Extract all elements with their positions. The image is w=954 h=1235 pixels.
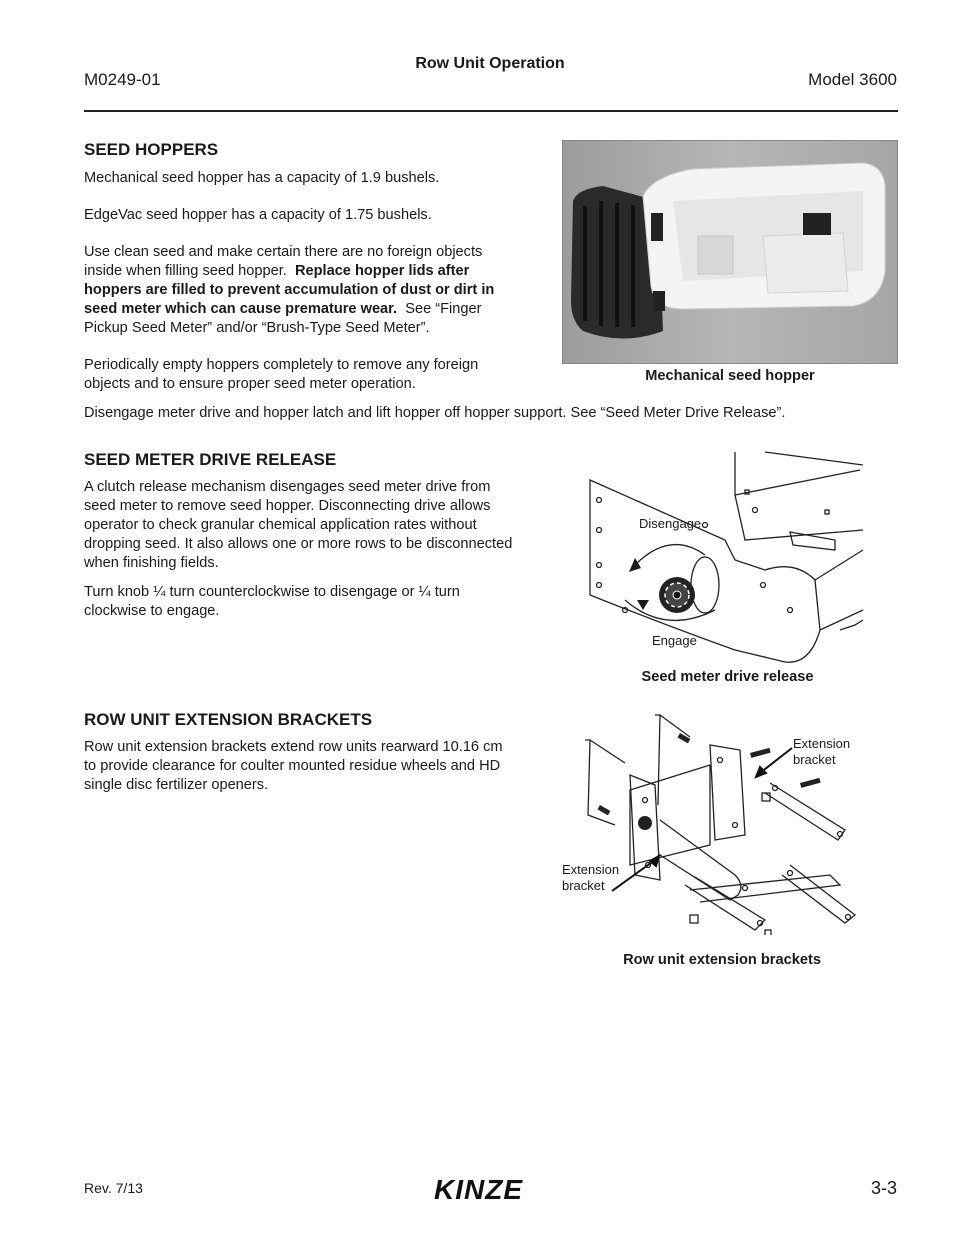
- extension-label-top-line2: bracket: [793, 752, 836, 767]
- header-rule: [84, 110, 898, 112]
- extension-label-bottom: [562, 862, 619, 894]
- kinze-logo-text: KINZE: [434, 1174, 523, 1205]
- seed-hoppers-p3-b: See “Finger Pickup Seed Meter” and/or “Brush-Type Seed Meter”.: [84, 301, 482, 336]
- seed-meter-heading: SEED METER DRIVE RELEASE: [84, 450, 337, 469]
- hopper-caption: Mechanical seed hopper: [645, 368, 815, 384]
- document-number: M0249-01: [84, 70, 161, 89]
- seed-hoppers-p1: Mechanical seed hopper has a capacity of 1.9 bushels.: [84, 170, 440, 186]
- kinze-logo-mark: [430, 1172, 555, 1206]
- model-name: Model 3600: [808, 70, 897, 89]
- kinze-logo: [430, 1172, 555, 1211]
- seed-hoppers-heading: SEED HOPPERS: [84, 140, 219, 159]
- extension-caption: Row unit extension brackets: [623, 952, 821, 968]
- extension-heading: ROW UNIT EXTENSION BRACKETS: [84, 710, 373, 729]
- seed-meter-drawing: [585, 450, 865, 670]
- hopper-illustration: [563, 141, 897, 363]
- disengage-label: Disengage: [639, 516, 702, 531]
- seed-hoppers-text: [84, 169, 524, 394]
- seed-hoppers-p2: EdgeVac seed hopper has a capacity of 1.75 bushels.: [84, 207, 432, 223]
- section-title: Row Unit Operation: [415, 55, 565, 72]
- seed-hoppers-p3-bold: Replace hopper lids after hoppers are filled to prevent accumulation of dust or dirt in seed meter which can cause premature wear.: [84, 263, 495, 317]
- extension-label-top-line1: Extension: [793, 736, 851, 751]
- seed-hoppers-p4: Periodically empty hoppers completely to remove any foreign objects and to ensure proper seed meter operation.: [84, 357, 479, 392]
- seed-hoppers-p5: Disengage meter drive and hopper latch and lift hopper off hopper support. See “Seed Meter Drive Release”.: [84, 405, 786, 421]
- seed-hoppers-p3-a: Use clean seed and make certain there are no foreign objects inside when filling seed hopper.: [84, 244, 483, 279]
- seed-hoppers-p3: [84, 243, 524, 338]
- seed-meter-caption: Seed meter drive release: [641, 669, 814, 685]
- extension-label-bottom-line2: bracket: [562, 878, 605, 893]
- extension-p1: Row unit extension brackets extend row units rearward 10.16 cm to provide clearance for coulter mounted residue wheels and HD single disc fertilizer openers.: [84, 739, 503, 793]
- extension-label-bottom-line1: Extension: [562, 862, 620, 877]
- seed-meter-text: [84, 478, 514, 621]
- page-number: 3-3: [870, 1178, 897, 1198]
- engage-label: Engage: [652, 633, 697, 648]
- seed-meter-p1: A clutch release mechanism disengages seed meter drive from seed meter to remove seed hopper. Disconnecting drive allows operator to check granular chemical application rates without dropping seed. It also allows one or more rows to be disconnected when finishing fields.: [84, 479, 513, 571]
- seed-meter-p2: Turn knob ¼ turn counterclockwise to disengage or ¼ turn clockwise to engage.: [84, 584, 460, 619]
- revision-date: Rev. 7/13: [84, 1180, 143, 1196]
- extension-label-top: [793, 736, 850, 768]
- hopper-photo: [562, 140, 898, 364]
